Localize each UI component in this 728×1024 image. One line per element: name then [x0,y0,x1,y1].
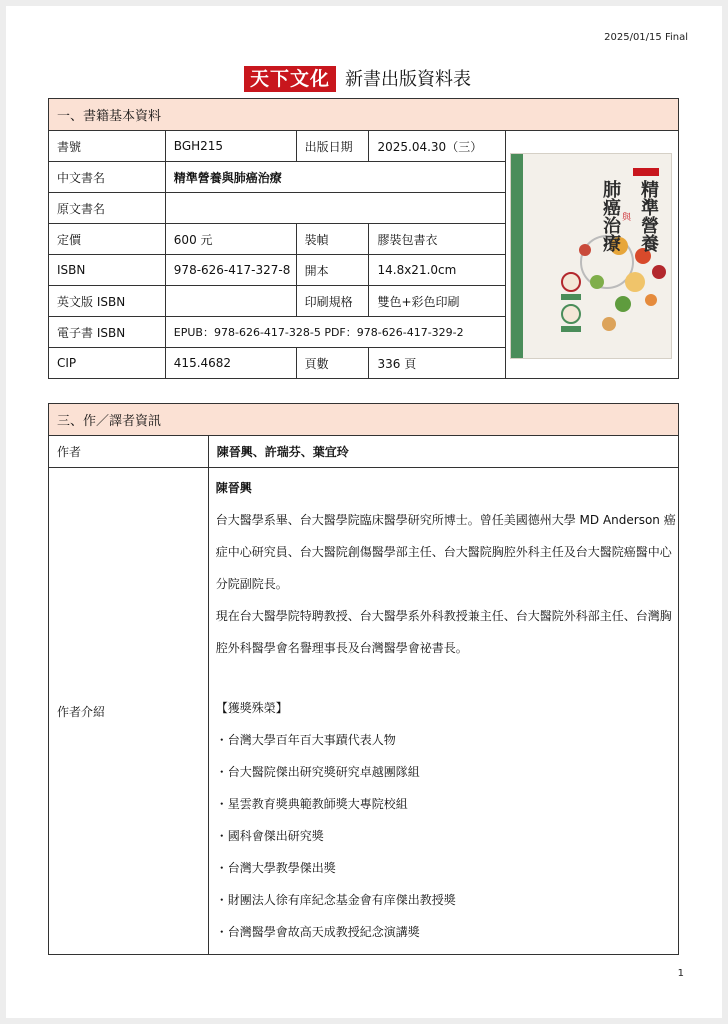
binding-value: 膠裝包書衣 [369,224,506,255]
isbn-label: ISBN [49,255,166,286]
bio-content [208,468,678,955]
bio-paragraph-1: 台大醫學系畢、台大醫學院臨床醫學研究所博士。曾任美國德州大學 MD Anderson 癌症中心研究員、台大醫院創傷醫學部主任、台大醫院胸腔外科主任及台大醫院癌醫中心分院副院長。 [215,513,676,591]
awards-heading: 【獲獎殊榮】 [215,701,288,715]
award-item: ・台大醫院傑出研究獎研究卓越團隊組 [215,765,420,779]
bio-author-name: 陳晉興 [215,481,252,495]
price-label: 定價 [49,224,166,255]
zh-title-label: 中文書名 [49,162,166,193]
date-status: 2025/01/15 Final [604,32,688,43]
author-label: 作者 [49,436,209,468]
cover-connector: 與 [620,212,630,221]
pub-date-label: 出版日期 [296,131,369,162]
page-number: 1 [677,968,684,979]
book-no-value: BGH215 [165,131,296,162]
isbn-value: 978-626-417-327-8 [165,255,296,286]
section-title-author-info: 三、作／譯者資訊 [49,404,679,436]
print-value: 雙色+彩色印刷 [369,286,506,317]
document-title: 新書出版資料表 [345,69,471,90]
price-value: 600 元 [165,224,296,255]
en-isbn-label: 英文版 ISBN [49,286,166,317]
pub-date-value: 2025.04.30（三） [369,131,506,162]
ebook-isbn-label: 電子書 ISBN [49,317,166,348]
bio-label: 作者介紹 [49,468,209,955]
book-cover-image [511,154,671,358]
award-item: ・台灣醫學會故高天成教授紀念演講獎 [215,925,420,939]
book-no-label: 書號 [49,131,166,162]
author-value: 陳晉興、許瑞芬、葉宜玲 [208,436,678,468]
bio-paragraph-2: 現在台大醫學院特聘教授、台大醫學系外科教授兼主任、台大醫院外科部主任、台灣胸腔外科醫學會名譽理事長及台灣醫學會祕書長。 [215,609,672,655]
award-item: ・國科會傑出研究獎 [215,829,324,843]
zh-title-value: 精準營養與肺癌治療 [165,162,506,193]
format-label: 開本 [296,255,369,286]
cover-title-b: 肺癌治療 [600,180,621,252]
binding-label: 裝幀 [296,224,369,255]
pages-value: 336 頁 [369,348,506,379]
cip-label: CIP [49,348,166,379]
orig-title-value [165,193,506,224]
orig-title-label: 原文書名 [49,193,166,224]
cip-value: 415.4682 [165,348,296,379]
ebook-isbn-value: EPUB：978-626-417-328-5 PDF：978-626-417-329-2 [165,317,506,348]
en-isbn-value [165,286,296,317]
award-item: ・台灣大學教學傑出獎 [215,861,336,875]
author-info-table [48,403,679,955]
award-item: ・台灣大學百年百大事蹟代表人物 [215,733,396,747]
award-item: ・財團法人徐有庠紀念基金會有庠傑出教授獎 [215,893,456,907]
format-value: 14.8x21.0cm [369,255,506,286]
pages-label: 頁數 [296,348,369,379]
award-item: ・星雲教育獎典範教師獎大專院校組 [215,797,408,811]
print-label: 印刷規格 [296,286,369,317]
publisher-logo: 天下文化 [244,66,336,92]
bio-spacer [216,664,678,692]
section-title-book-info: 一、書籍基本資料 [49,99,679,131]
cover-title-a: 精準營養 [638,180,659,252]
